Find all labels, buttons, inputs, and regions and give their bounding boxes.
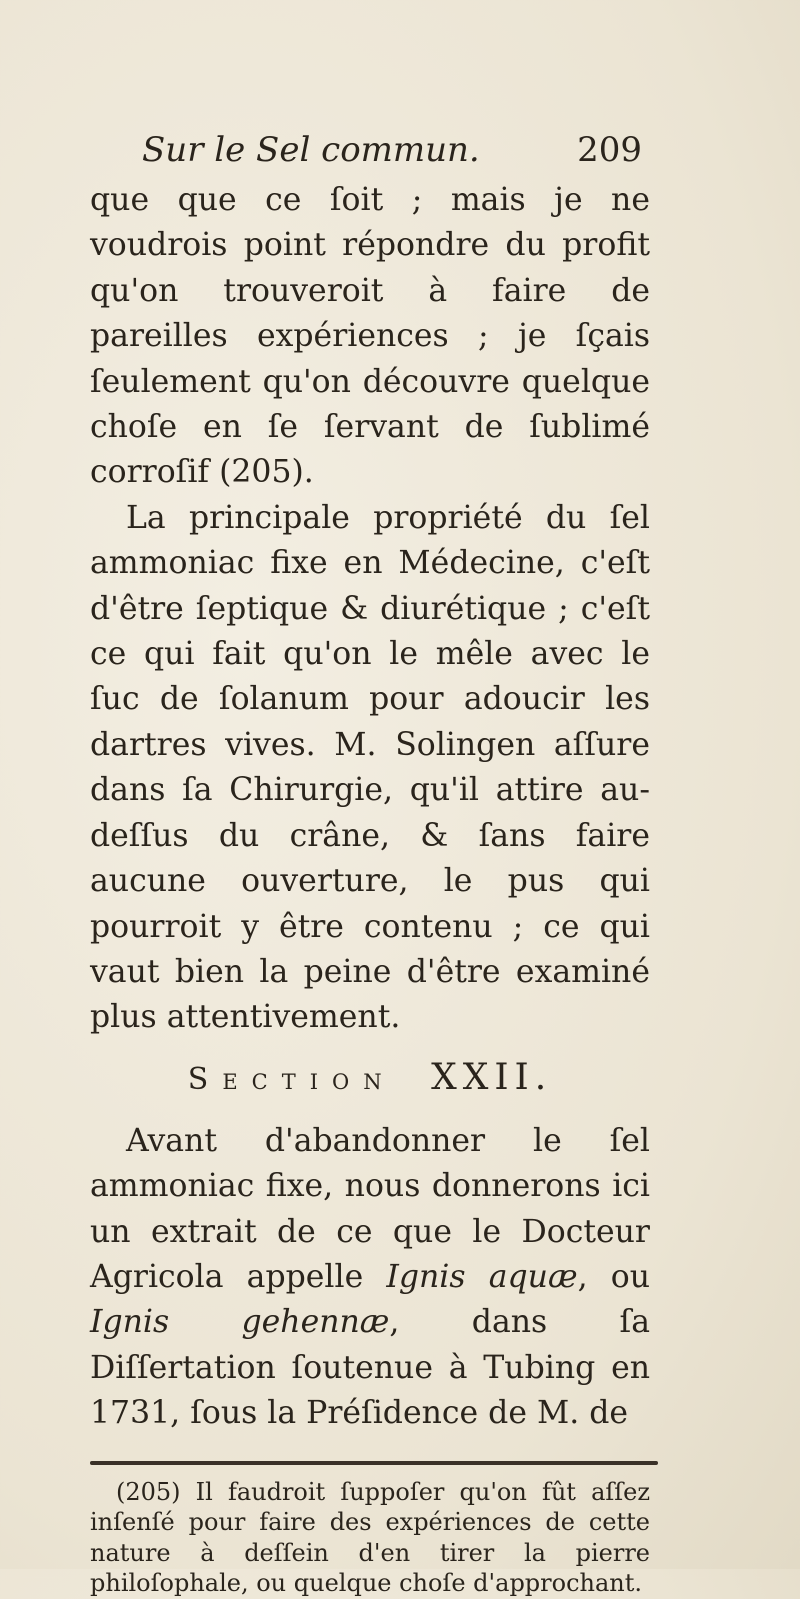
paragraph-agricola-part-2: , ou: [577, 1258, 651, 1295]
page-number: 209: [577, 130, 642, 170]
latin-term-ignis-aquae: Ignis aquæ: [386, 1258, 578, 1295]
section-label: Section: [187, 1061, 396, 1097]
running-head: [90, 130, 650, 178]
body-text: [90, 178, 650, 1437]
section-number: XXII.: [431, 1056, 553, 1098]
footnote-205: (205) Il faudroit ſuppoſer qu'on fût aſſez inſenſé pour faire des expériences de cette nature à deſſein d'en tirer la pierre philoſophale, ou quelque choſe d'approchant.: [90, 1477, 650, 1598]
book-page: [90, 130, 650, 1599]
paragraph-agricola-part-1: Avant d'abandonner le ſel ammoniac fixe, nous donnerons ici un extrait de ce que le Docteur Agricola appelle: [90, 1122, 650, 1295]
running-head-title: Sur le Sel commun.: [142, 130, 480, 170]
section-heading: [90, 1053, 650, 1105]
footnote: [90, 1477, 650, 1599]
paragraph-sel-ammoniac: La principale propriété du ſel ammoniac fixe en Médecine, c'eſt d'être ſeptique & diurétique ; c'eſt ce qui fait qu'on le mêle avec le ſuc de ſolanum pour adoucir les dartres vives. M. Solingen aſſure dans ſa Chirurgie, qu'il attire au-deſſus du crâne, & ſans faire aucune ouverture, le pus qui pourroit y être contenu ; ce qui vaut bien la peine d'être examiné plus attentivement.: [90, 499, 650, 1036]
latin-term-ignis-gehennae: Ignis gehennæ: [90, 1304, 390, 1341]
paragraph-agricola: [90, 1119, 650, 1437]
paragraph-continued: que que ce ſoit ; mais je ne voudrois point répondre du profit qu'on trouveroit à faire de pareilles expériences ; je ſçais ſeulement qu'on découvre quelque choſe en ſe ſervant de ſublimé corroſif (205).: [90, 182, 650, 491]
footnote-rule: [90, 1461, 658, 1465]
paragraph-agricola-part-3: , dans ſa Diſſertation ſoutenue à Tubing en 1731, ſous la Préſidence de M. de: [90, 1304, 650, 1432]
